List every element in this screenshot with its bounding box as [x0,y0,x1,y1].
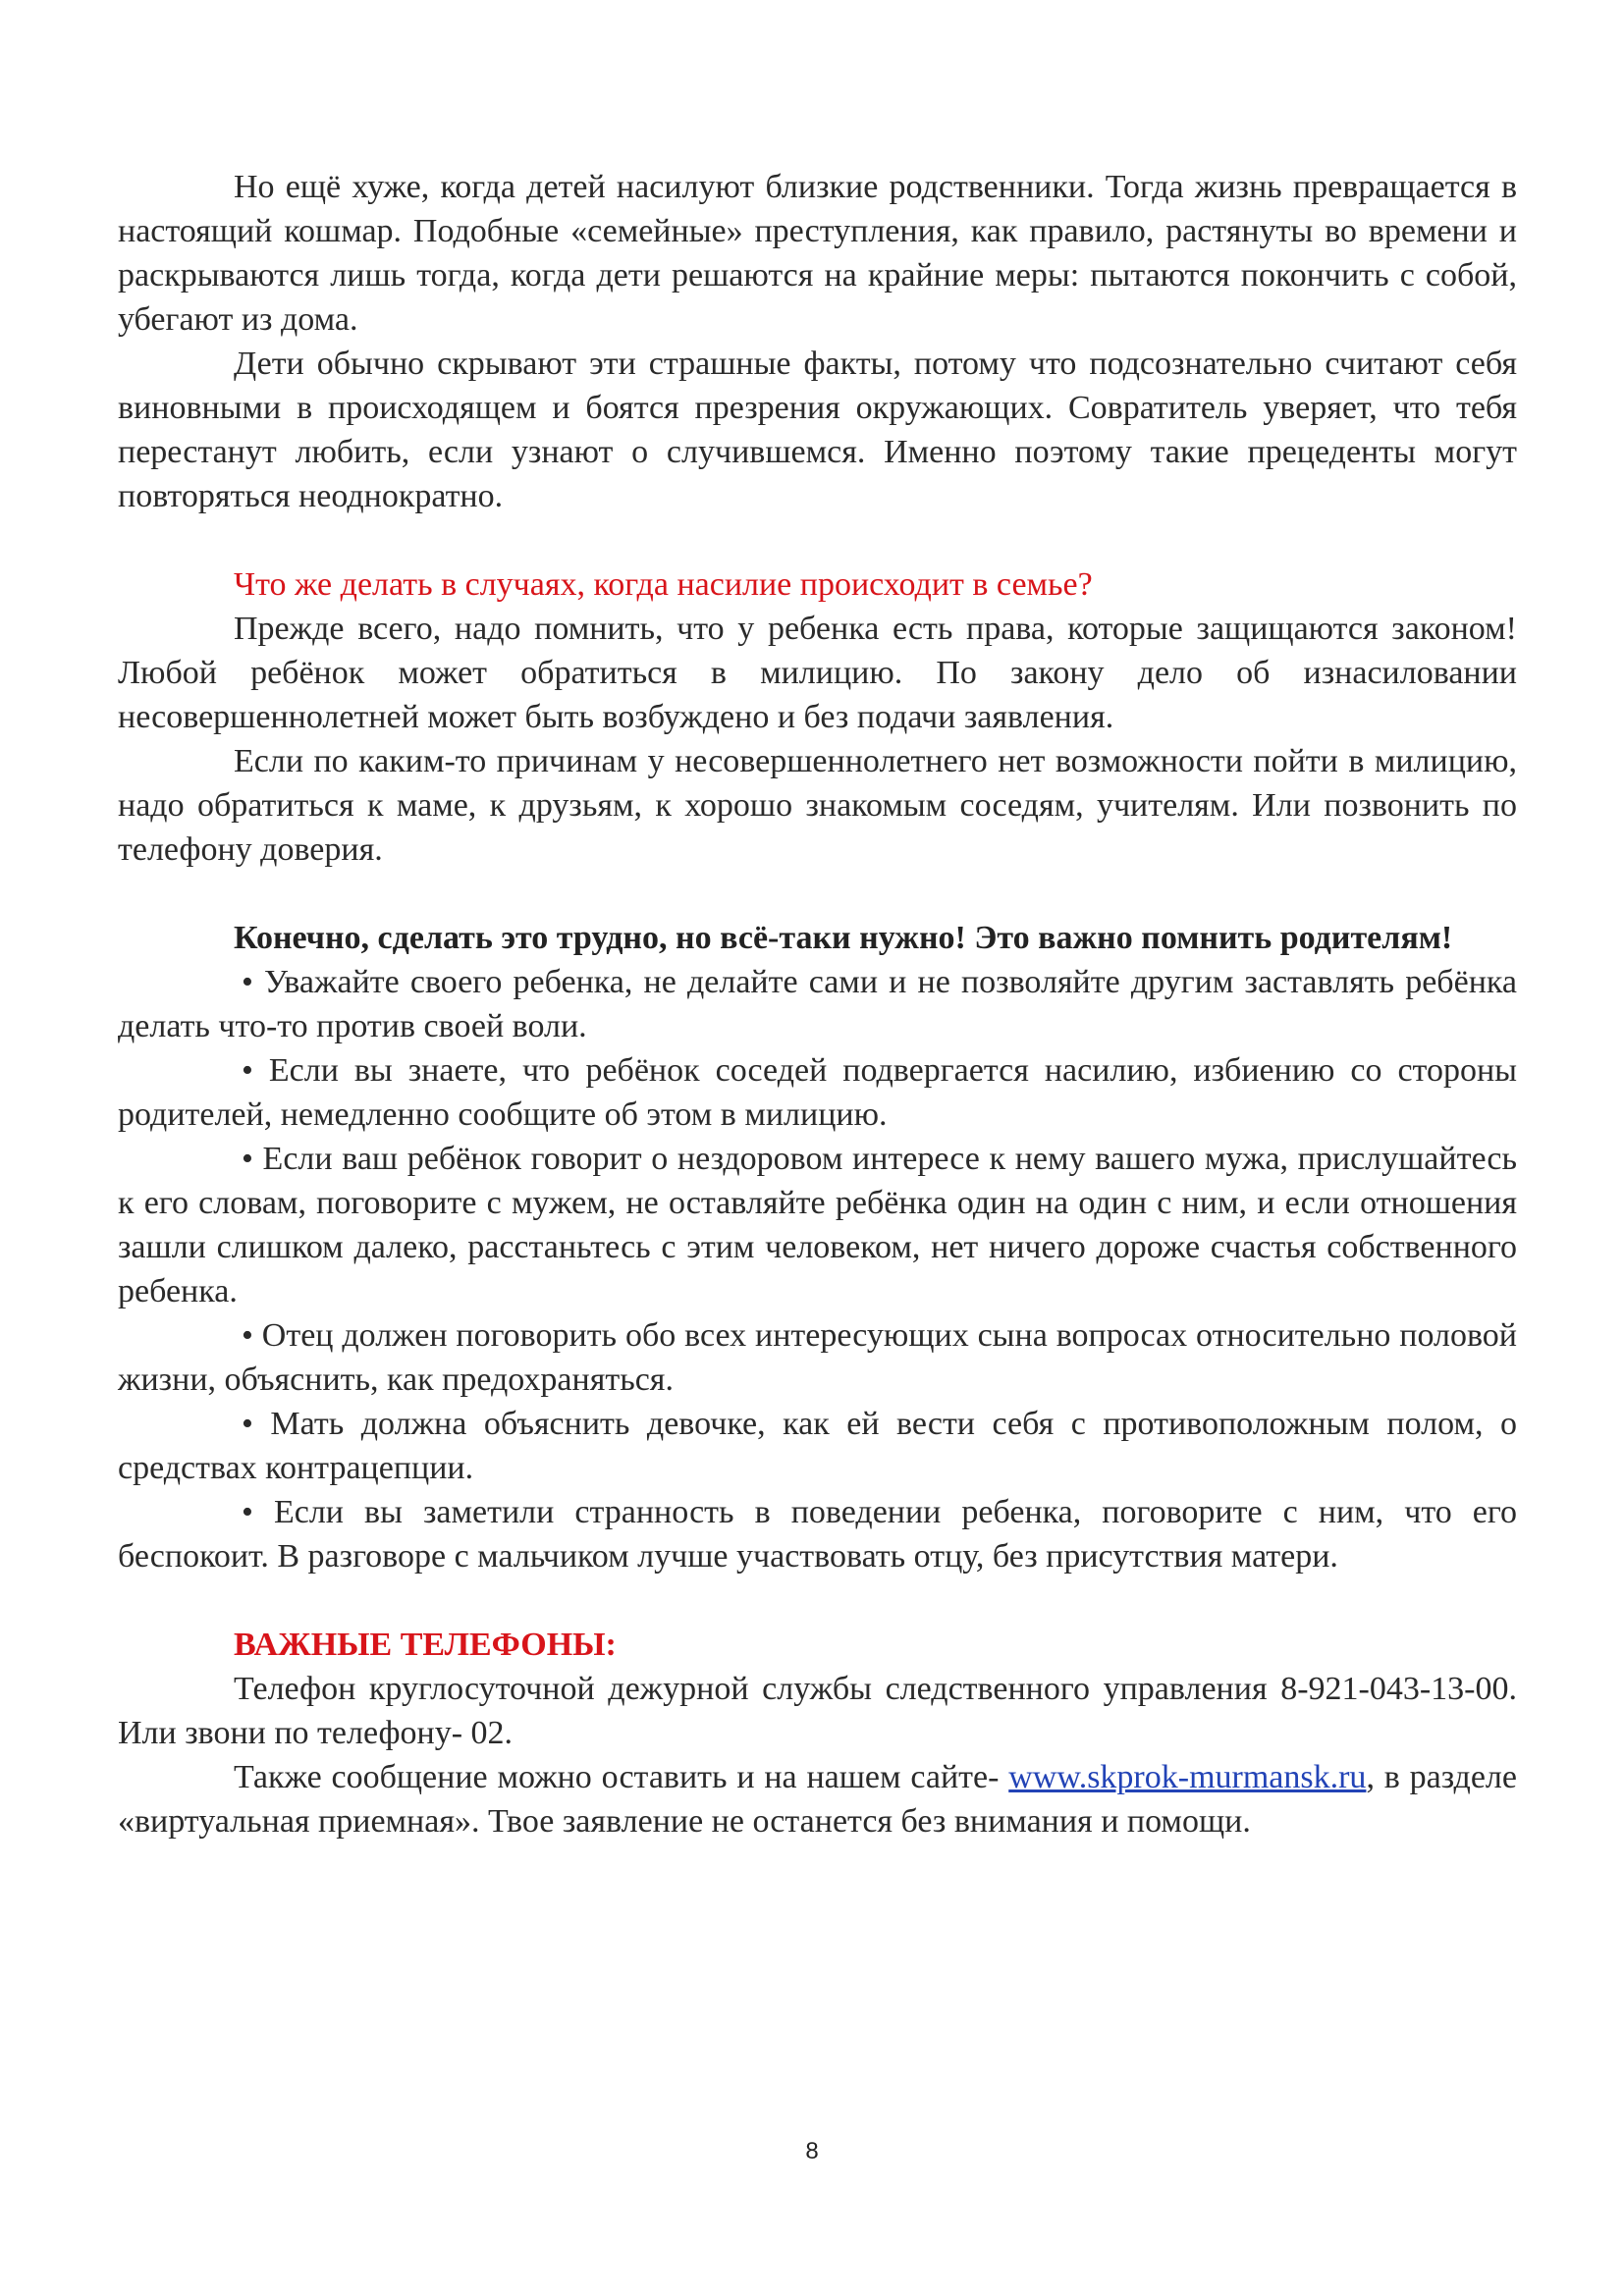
spacer [118,1578,1517,1623]
parents-bullet-5: • Мать должна объяснить девочке, как ей вести себя с противоположным полом, о средствах контрацепции. [118,1406,1517,1486]
website-link[interactable]: www.skprok-murmansk.ru [1008,1759,1367,1795]
parents-bullet-3: • Если ваш ребёнок говорит о нездоровом интересе к нему вашего мужа, прислушайтесь к его словам, поговорите с мужем, не оставляйте ребёнка один на один с ним, и если отношения зашли слишком далеко, расстаньтесь с этим человеком, нет ничего дороже счастья собственного ребенка. [118,1141,1517,1309]
phones-section-heading: ВАЖНЫЕ ТЕЛЕФОНЫ: [234,1627,617,1663]
spacer [118,518,1517,562]
parents-bullet-1: • Уважайте своего ребенка, не делайте сами и не позволяйте другим заставлять ребёнка делать что-то против своей воли. [118,964,1517,1044]
phones-text-after-link: , в разделе «виртуальная приемная». Твое заявление не останется без внимания и помощи. [118,1759,1517,1840]
parents-section-heading: Конечно, сделать это трудно, но всё-таки нужно! Это важно помнить родителям! [234,920,1453,956]
parents-bullet-6: • Если вы заметили странность в поведении ребенка, поговорите с ним, что его беспокоит. В разговоре с мальчиком лучше участвовать отцу, без присутствия матери. [118,1494,1517,1575]
family-paragraph-1: Прежде всего, надо помнить, что у ребенка есть права, которые защищаются законом! Любой ребёнок может обратиться в милицию. По закону дело об изнасиловании несовершеннолетней может быть возбуждено и без подачи заявления. [118,611,1517,735]
phones-paragraph-2 [118,1755,1517,1843]
page-number: 8 [805,2138,819,2164]
family-paragraph-2: Если по каким-то причинам у несовершеннолетнего нет возможности пойти в милицию, надо обратиться к маме, к друзьям, к хорошо знакомым соседям, учителям. Или позвонить по телефону доверия. [118,743,1517,868]
parents-bullet-2: • Если вы знаете, что ребёнок соседей подвергается насилию, избиению со стороны родителей, немедленно сообщите об этом в милицию. [118,1052,1517,1133]
parents-bullet-4: • Отец должен поговорить обо всех интересующих сына вопросах относительно половой жизни, объяснить, как предохраняться. [118,1317,1517,1398]
spacer [118,872,1517,916]
intro-paragraph-2: Дети обычно скрывают эти страшные факты, потому что подсознательно считают себя виновными в происходящем и боятся презрения окружающих. Совратитель уверяет, что тебя перестанут любить, если узнают о случившемся. Именно поэтому такие прецеденты могут повторяться неоднократно. [118,346,1517,514]
intro-paragraph-1: Но ещё хуже, когда детей насилуют близкие родственники. Тогда жизнь превращается в настоящий кошмар. Подобные «семейные» преступления, как правило, растянуты во времени и раскрываются лишь тогда, когда дети решаются на крайние меры: пытаются покончить с собой, убегают из дома. [118,169,1517,338]
document-page [118,165,1517,1843]
phones-text-before-link: Также сообщение можно оставить и на нашем сайте- [234,1759,1009,1795]
family-section-heading: Что же делать в случаях, когда насилие происходит в семье? [234,566,1093,603]
phones-paragraph-1: Телефон круглосуточной дежурной службы следственного управления 8-921-043-13-00. Или звони по телефону- 02. [118,1671,1517,1751]
